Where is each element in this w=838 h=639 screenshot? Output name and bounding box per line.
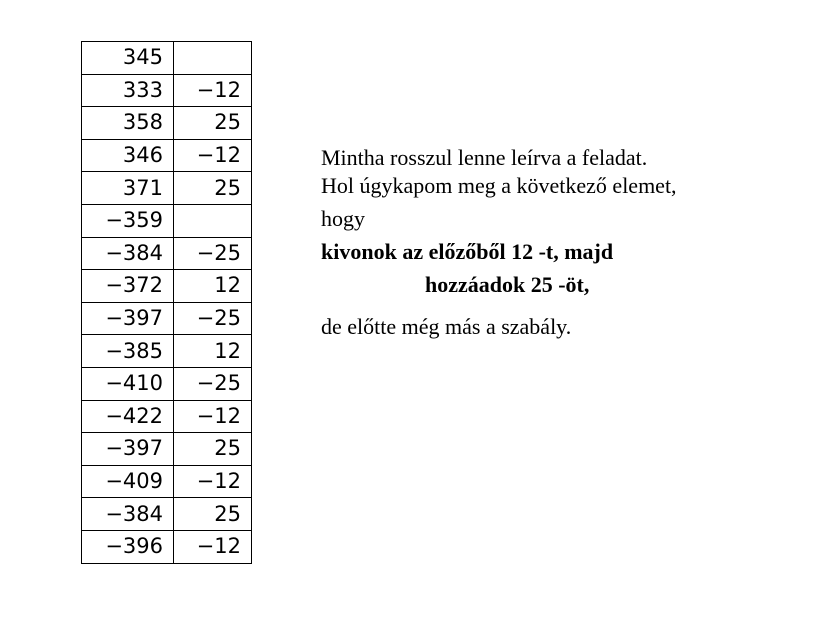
number-table-body — [82, 42, 252, 564]
value-cell: −396 — [82, 530, 174, 563]
table-row — [82, 139, 252, 172]
note-line-2: Hol úgykapom meg a következő elemet, — [321, 173, 677, 198]
value-cell: −397 — [82, 302, 174, 335]
difference-cell: −12 — [174, 400, 252, 433]
value-cell: 346 — [82, 139, 174, 172]
table-row — [82, 367, 252, 400]
table-row — [82, 204, 252, 237]
note-text — [321, 144, 677, 341]
table-row — [82, 74, 252, 107]
difference-cell — [174, 204, 252, 237]
value-cell: −372 — [82, 270, 174, 303]
value-cell: −384 — [82, 498, 174, 531]
difference-cell: 25 — [174, 172, 252, 205]
difference-cell: −12 — [174, 465, 252, 498]
difference-cell: −25 — [174, 302, 252, 335]
table-row — [82, 302, 252, 335]
table-row — [82, 433, 252, 466]
table-row — [82, 107, 252, 140]
note-line-3: hogy — [321, 206, 365, 231]
table-row — [82, 270, 252, 303]
value-cell: 345 — [82, 42, 174, 75]
table-row — [82, 498, 252, 531]
difference-cell: 25 — [174, 433, 252, 466]
difference-cell: 12 — [174, 270, 252, 303]
value-cell: −384 — [82, 237, 174, 270]
difference-cell — [174, 42, 252, 75]
value-cell: 371 — [82, 172, 174, 205]
table-row — [82, 42, 252, 75]
number-table — [81, 41, 252, 564]
difference-cell: −25 — [174, 367, 252, 400]
value-cell: 333 — [82, 74, 174, 107]
difference-cell: −12 — [174, 530, 252, 563]
note-line-4: de előtte még más a szabály. — [321, 314, 572, 339]
difference-cell: 12 — [174, 335, 252, 368]
table-row — [82, 172, 252, 205]
table-row — [82, 335, 252, 368]
value-cell: −409 — [82, 465, 174, 498]
difference-cell: −25 — [174, 237, 252, 270]
value-cell: −422 — [82, 400, 174, 433]
note-bold-line-1: kivonok az előzőből 12 -t, majd — [321, 239, 614, 264]
difference-cell: 25 — [174, 107, 252, 140]
difference-cell: −12 — [174, 74, 252, 107]
table-row — [82, 465, 252, 498]
table-row — [82, 530, 252, 563]
value-cell: 358 — [82, 107, 174, 140]
table-row — [82, 237, 252, 270]
value-cell: −410 — [82, 367, 174, 400]
difference-cell: −12 — [174, 139, 252, 172]
value-cell: −385 — [82, 335, 174, 368]
note-line-1: Mintha rosszul lenne leírva a feladat. — [321, 145, 648, 170]
value-cell: −359 — [82, 204, 174, 237]
note-bold-line-2: hozzáadok 25 -öt, — [425, 272, 590, 297]
table-row — [82, 400, 252, 433]
difference-cell: 25 — [174, 498, 252, 531]
value-cell: −397 — [82, 433, 174, 466]
